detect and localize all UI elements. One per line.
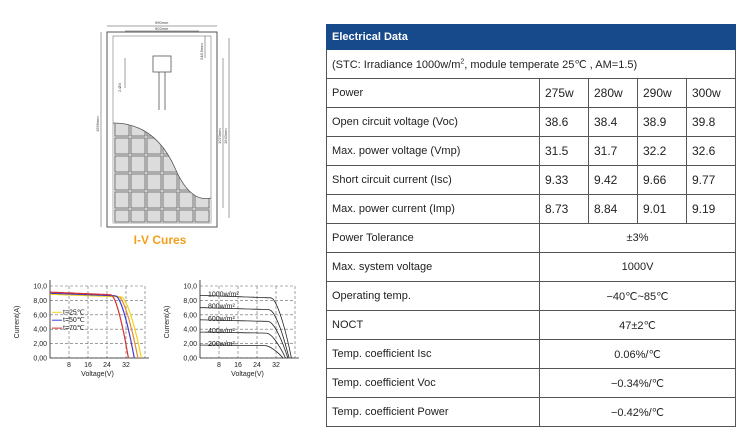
table-row bbox=[327, 398, 736, 427]
series-label: 200w/m² bbox=[208, 341, 235, 349]
x-tick-label: 24 bbox=[103, 362, 111, 369]
row-value: 9.19 bbox=[687, 195, 736, 224]
y-tick-label: 10,0 bbox=[183, 283, 197, 291]
x-axis-label: Voltage(V) bbox=[231, 371, 264, 378]
table-row bbox=[327, 340, 736, 369]
table-row bbox=[327, 253, 736, 282]
row-label: Max. power current (Imp) bbox=[327, 195, 540, 224]
row-label: Max. system voltage bbox=[327, 253, 540, 282]
row-label: Temp. coefficient Power bbox=[327, 398, 540, 427]
row-value: 290w bbox=[638, 79, 687, 108]
iv-chart-irradiance bbox=[160, 262, 310, 384]
y-tick-label: 8,00 bbox=[183, 297, 197, 305]
row-label: Max. power voltage (Vmp) bbox=[327, 137, 540, 166]
series-label: 1000w/m² bbox=[208, 291, 239, 299]
y-axis-label: Current(A) bbox=[164, 305, 171, 339]
table-row bbox=[327, 369, 736, 398]
row-value: 32.6 bbox=[687, 137, 736, 166]
y-tick-label: 10,0 bbox=[33, 283, 47, 291]
table-title: Electrical Data bbox=[327, 25, 736, 50]
y-tick-label: 6,00 bbox=[183, 312, 197, 320]
row-value: 39.8 bbox=[687, 108, 736, 137]
dim-hole: 2-Ø4 bbox=[117, 83, 122, 92]
y-tick-label: 8,00 bbox=[33, 297, 47, 305]
x-tick-label: 16 bbox=[234, 362, 242, 369]
y-axis-label: Current(A) bbox=[14, 305, 21, 339]
row-value: 38.6 bbox=[540, 108, 589, 137]
x-tick-label: 8 bbox=[217, 362, 221, 369]
row-value: 300w bbox=[687, 79, 736, 108]
row-value: 8.73 bbox=[540, 195, 589, 224]
row-value: 9.33 bbox=[540, 166, 589, 195]
dim-top-offset: 248.5mm bbox=[199, 43, 204, 60]
series-label: t=25℃ bbox=[63, 309, 85, 317]
x-axis-label: Voltage(V) bbox=[81, 371, 114, 378]
row-value: 1000V bbox=[540, 253, 736, 282]
row-value: 31.5 bbox=[540, 137, 589, 166]
row-value: 9.77 bbox=[687, 166, 736, 195]
row-value: −0.42%/℃ bbox=[540, 398, 736, 427]
series-label: t=50℃ bbox=[63, 317, 85, 325]
series-label: 400w/m² bbox=[208, 328, 235, 336]
y-tick-label: 2,00 bbox=[183, 341, 197, 349]
y-tick-label: 6,00 bbox=[33, 312, 47, 320]
series-label: 600w/m² bbox=[208, 315, 235, 323]
table-row bbox=[327, 79, 736, 108]
row-value: 9.01 bbox=[638, 195, 687, 224]
row-value: 31.7 bbox=[589, 137, 638, 166]
row-label: Short circuit current (Isc) bbox=[327, 166, 540, 195]
table-row bbox=[327, 195, 736, 224]
iv-curve bbox=[50, 292, 128, 358]
x-tick-label: 16 bbox=[84, 362, 92, 369]
row-label: NOCT bbox=[327, 311, 540, 340]
iv-curves-title: I-V Cures bbox=[133, 233, 187, 247]
y-tick-label: 4,00 bbox=[33, 326, 47, 334]
x-tick-label: 8 bbox=[67, 362, 71, 369]
dim-width-inner: 902mm bbox=[155, 26, 169, 31]
x-tick-label: 24 bbox=[253, 362, 261, 369]
row-value: 280w bbox=[589, 79, 638, 108]
series-label: 800w/m² bbox=[208, 303, 235, 311]
row-value: 9.42 bbox=[589, 166, 638, 195]
row-value: 47±2℃ bbox=[540, 311, 736, 340]
table-row bbox=[327, 224, 736, 253]
x-tick-label: 32 bbox=[122, 362, 130, 369]
row-value: 38.4 bbox=[589, 108, 638, 137]
table-row bbox=[327, 282, 736, 311]
row-label: Power bbox=[327, 79, 540, 108]
y-tick-label: 0,00 bbox=[183, 355, 197, 363]
row-value: ±3% bbox=[540, 224, 736, 253]
y-tick-label: 4,00 bbox=[183, 326, 197, 334]
table-row bbox=[327, 311, 736, 340]
table-header-row bbox=[327, 25, 736, 50]
solar-cell-grid bbox=[113, 118, 211, 223]
table-row bbox=[327, 166, 736, 195]
table-row bbox=[327, 137, 736, 166]
row-value: 32.2 bbox=[638, 137, 687, 166]
row-value: 0.06%/℃ bbox=[540, 340, 736, 369]
row-label: Operating temp. bbox=[327, 282, 540, 311]
stc-conditions: (STC: Irradiance $1000w/m^2$, module temperate 25℃ , AM=1.5) bbox=[327, 50, 736, 79]
row-label: Temp. coefficient Voc bbox=[327, 369, 540, 398]
stc-row bbox=[327, 50, 736, 79]
dim-height-total: 1956mm bbox=[95, 116, 100, 132]
y-tick-label: 0,00 bbox=[33, 355, 47, 363]
row-value: 8.84 bbox=[589, 195, 638, 224]
dim-side-a: 1070mm bbox=[217, 128, 222, 144]
row-value: 275w bbox=[540, 79, 589, 108]
left-panel bbox=[0, 0, 320, 446]
module-drawing bbox=[95, 18, 235, 230]
row-value: −0.34%/℃ bbox=[540, 369, 736, 398]
dim-side-b: 1643mm bbox=[223, 128, 228, 144]
row-value: −40℃~85℃ bbox=[540, 282, 736, 311]
dim-width-total: 990mm bbox=[155, 20, 169, 25]
junction-box bbox=[153, 56, 171, 72]
y-tick-label: 2,00 bbox=[33, 341, 47, 349]
row-label: Open circuit voltage (Voc) bbox=[327, 108, 540, 137]
row-value: 9.66 bbox=[638, 166, 687, 195]
table-row bbox=[327, 108, 736, 137]
row-label: Power Tolerance bbox=[327, 224, 540, 253]
electrical-data-table bbox=[326, 24, 736, 427]
x-tick-label: 32 bbox=[272, 362, 280, 369]
iv-chart-temperature bbox=[10, 262, 158, 384]
row-label: Temp. coefficient Isc bbox=[327, 340, 540, 369]
row-value: 38.9 bbox=[638, 108, 687, 137]
series-label: t=70℃ bbox=[63, 325, 85, 333]
